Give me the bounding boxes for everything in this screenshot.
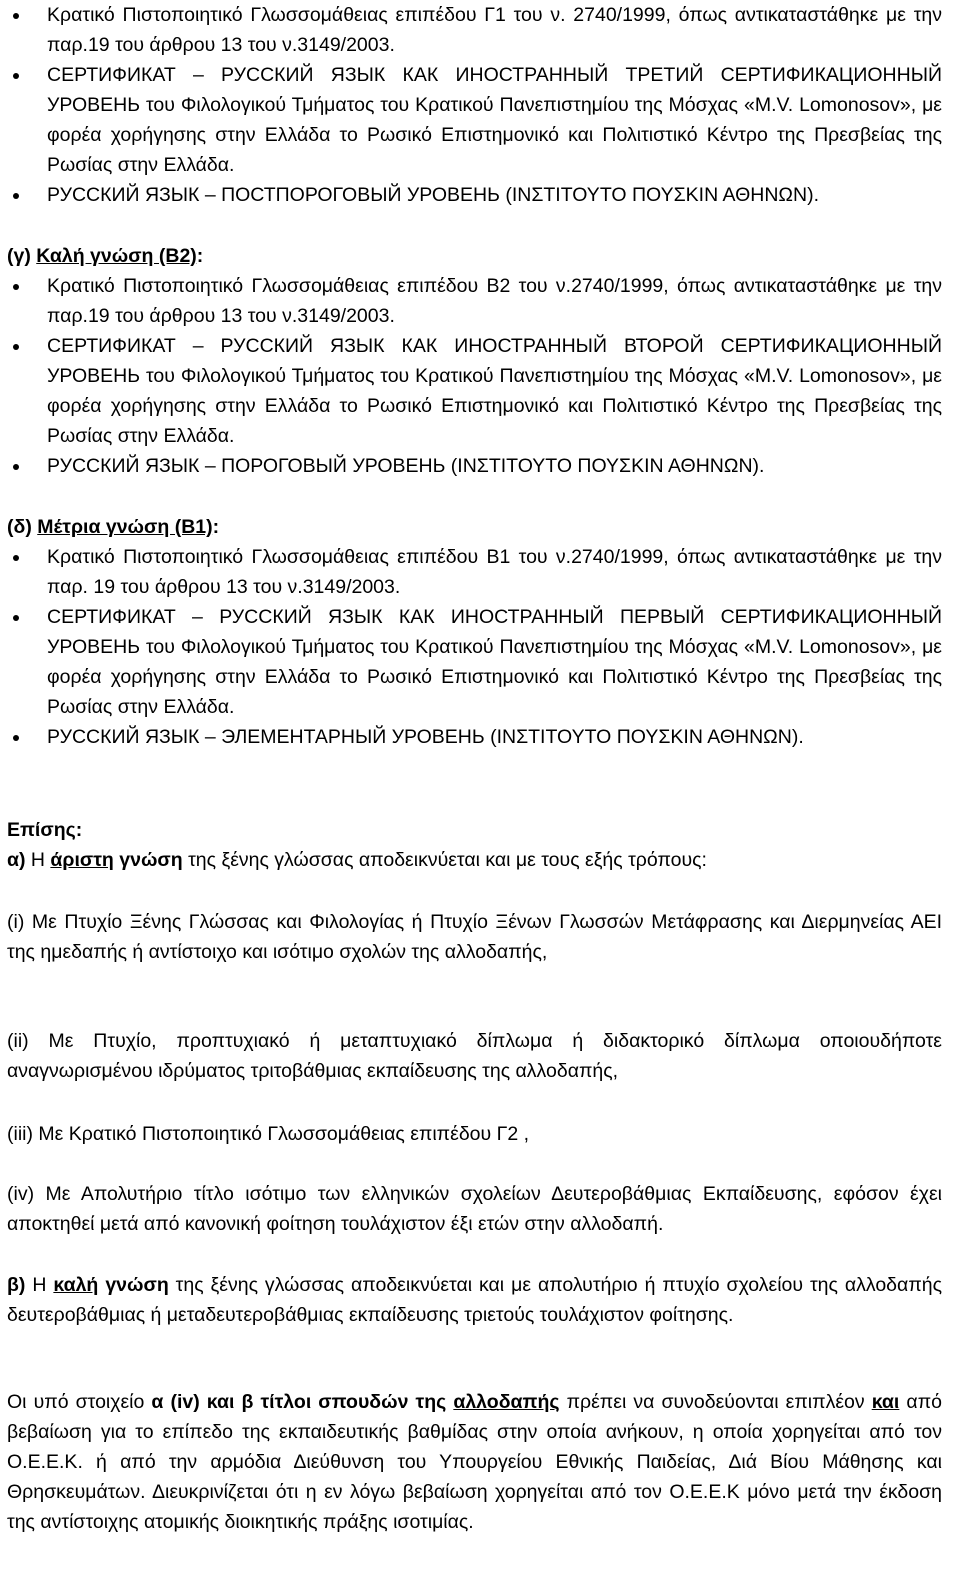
paragraph-i: (i) Με Πτυχίο Ξένης Γλώσσας και Φιλολογίας ή Πτυχίο Ξένων Γλωσσών Μετάφρασης και Διερμηνείας ΑΕΙ της ημεδαπής ή αντίστοιχο και ισότιμο σχολών της αλλοδαπής, — [7, 911, 942, 963]
text-run: από βεβαίωση για το επίπεδο της εκπαιδευτικής βαθμίδας στην οποία ανήκουν, η οποία χορηγείται από τον Ο.Ε.Ε.Κ. ή από την αρμόδια Διεύθυνση του Υπουργείου Εθνικής Παιδείας, Διά Βίου Μάθησης και Θρησκευμάτων. Διευκρινίζεται ότι η εν λόγω βεβαίωση χορηγείται από τον Ο.Ε.Ε.Κ μόνο μετά την έκδοση της αντίστοιχης ατομικής διοικητικής πράξης ισοτιμίας. — [7, 1391, 942, 1533]
c1-certificate-list — [7, 0, 942, 210]
emphasis-bold: α (iv) και β τίτλοι σπουδών της — [151, 1391, 454, 1413]
paragraph-beta — [7, 1270, 942, 1330]
emphasis-underlined: αλλοδαπής — [453, 1391, 560, 1413]
section-prefix: (δ) — [7, 516, 38, 538]
b2-certificate-list — [7, 271, 942, 481]
emphasis-underlined: καλή — [53, 1274, 99, 1296]
paragraph-alpha — [7, 845, 942, 875]
paragraph-ii: (ii) Με Πτυχίο, προπτυχιακό ή μεταπτυχιακό δίπλωμα ή διδακτορικό δίπλωμα οποιουδήποτε αναγνωρισμένου ιδρύματος τριτοβάθμιας εκπαίδευσης της αλλοδαπής, — [7, 1030, 942, 1082]
section-heading-b1 — [7, 512, 942, 542]
emphasis-underlined: και — [871, 1391, 900, 1413]
emphasis-bold: γνώση — [105, 1274, 169, 1296]
list-item: РУССКИЙ ЯЗЫК – ПОРОГОВЫЙ УРОВЕНЬ (ΙΝΣΤΙΤΟΥΤΟ ΠΟΥΣΚΙΝ ΑΘΗΝΩΝ). — [7, 451, 942, 481]
text-run: πρέπει να συνοδεύονται επιπλέον — [559, 1391, 872, 1413]
paragraph-iv: (iv) Με Απολυτήριο τίτλο ισότιμο των ελληνικών σχολείων Δευτεροβάθμιας Εκπαίδευσης, εφόσον έχει αποκτηθεί μετά από κανονική φοίτηση τουλάχιστον έξι ετών στην αλλοδαπή. — [7, 1183, 942, 1235]
section-title: Καλή γνώση (Β2) — [36, 245, 197, 267]
list-item: Κρατικό Πιστοποιητικό Γλωσσομάθειας επιπέδου Β1 του ν.2740/1999, όπως αντικαταστάθηκε με την παρ. 19 του άρθρου 13 του ν.3149/2003. — [7, 542, 942, 602]
text-run: Οι υπό στοιχείο — [7, 1391, 152, 1413]
list-item: Κρατικό Πιστοποιητικό Γλωσσομάθειας επιπέδου Β2 του ν.2740/1999, όπως αντικαταστάθηκε με την παρ.19 του άρθρου 13 του ν.3149/2003. — [7, 271, 942, 331]
text-run: Η — [25, 1274, 54, 1296]
item-label: α) — [7, 849, 26, 871]
list-item: СЕРТИФИКАТ – РУССКИЙ ЯЗЫК КАК ИНОСТРАННЫЙ ВТОРОЙ СЕРТИФИКАЦИОННЫЙ УРОВЕНЬ του Φιλολογικού Τμήματος του Κρατικού Πανεπιστημίου της Μόσχας «M.V. Lomonosov», με φορέα χορήγησης στην Ελλάδα το Ρωσικό Επιστημονικό και Πολιτιστικό Κέντρο της Πρεσβείας της Ρωσίας στην Ελλάδα. — [7, 331, 942, 451]
b1-certificate-list — [7, 542, 942, 752]
list-item: СЕРТИФИКАТ – РУССКИЙ ЯЗЫК КАК ИНОСТРАННЫЙ ПЕРВЫЙ СЕРТИФИКАЦИОННЫЙ УРОВЕНЬ του Φιλολογικού Τμήματος του Κρατικού Πανεπιστημίου της Μόσχας «M.V. Lomonosov», με φορέα χορήγησης στην Ελλάδα το Ρωσικό Επιστημονικό και Πολιτιστικό Κέντρο της Πρεσβείας της Ρωσίας στην Ελλάδα. — [7, 602, 942, 722]
list-item: Κρατικό Πιστοποιητικό Γλωσσομάθειας επιπέδου Γ1 του ν. 2740/1999, όπως αντικαταστάθηκε με την παρ.19 του άρθρου 13 του ν.3149/2003. — [7, 0, 942, 60]
item-label: β) — [7, 1274, 26, 1296]
section-suffix: : — [196, 245, 204, 267]
section-suffix: : — [212, 516, 220, 538]
paragraph-iii: (iii) Με Κρατικό Πιστοποιητικό Γλωσσομάθειας επιπέδου Γ2 , — [7, 1123, 530, 1145]
list-item: РУССКИЙ ЯЗЫК – ПОСТПОРОГОВЫЙ УРОВЕНЬ (ΙΝΣΤΙΤΟΥΤΟ ΠΟΥΣΚΙΝ ΑΘΗΝΩΝ). — [7, 180, 942, 210]
text-run: της ξένης γλώσσας αποδεικνύεται και με τους εξής τρόπους: — [182, 849, 707, 871]
section-title: Μέτρια γνώση (Β1) — [37, 516, 213, 538]
section-prefix: (γ) — [7, 245, 37, 267]
emphasis-underlined: άριστη — [50, 849, 114, 871]
paragraph-final — [7, 1387, 942, 1537]
list-item: СЕРТИФИКАТ – РУССКИЙ ЯЗЫК КАК ИНОСТРАННЫЙ ТРЕТИЙ СЕРТИФИКАЦИОННЫЙ УРОВЕНЬ του Φιλολογικού Τμήματος του Κρατικού Πανεπιστημίου της Μόσχας «M.V. Lomonosov», με φορέα χορήγησης στην Ελλάδα το Ρωσικό Επιστημονικό και Πολιτιστικό Κέντρο της Πρεσβείας της Ρωσίας στην Ελλάδα. — [7, 60, 942, 180]
text-run: της ξένης γλώσσας αποδεικνύεται και με απολυτήριο ή πτυχίο σχολείου της αλλοδαπής δευτεροβάθμιας ή μεταδευτεροβάθμιας εκπαίδευσης τριετούς τουλάχιστον φοίτησης. — [7, 1274, 943, 1326]
text-run: Η — [25, 849, 51, 871]
also-heading: Επίσης: — [7, 819, 83, 841]
list-item: РУССКИЙ ЯЗЫК – ЭЛЕМЕНТАРНЫЙ УРОВЕНЬ (ΙΝΣΤΙΤΟΥΤΟ ΠΟΥΣΚΙΝ ΑΘΗΝΩΝ). — [7, 722, 942, 752]
emphasis-bold: γνώση — [119, 849, 183, 871]
section-heading-b2 — [7, 241, 942, 271]
